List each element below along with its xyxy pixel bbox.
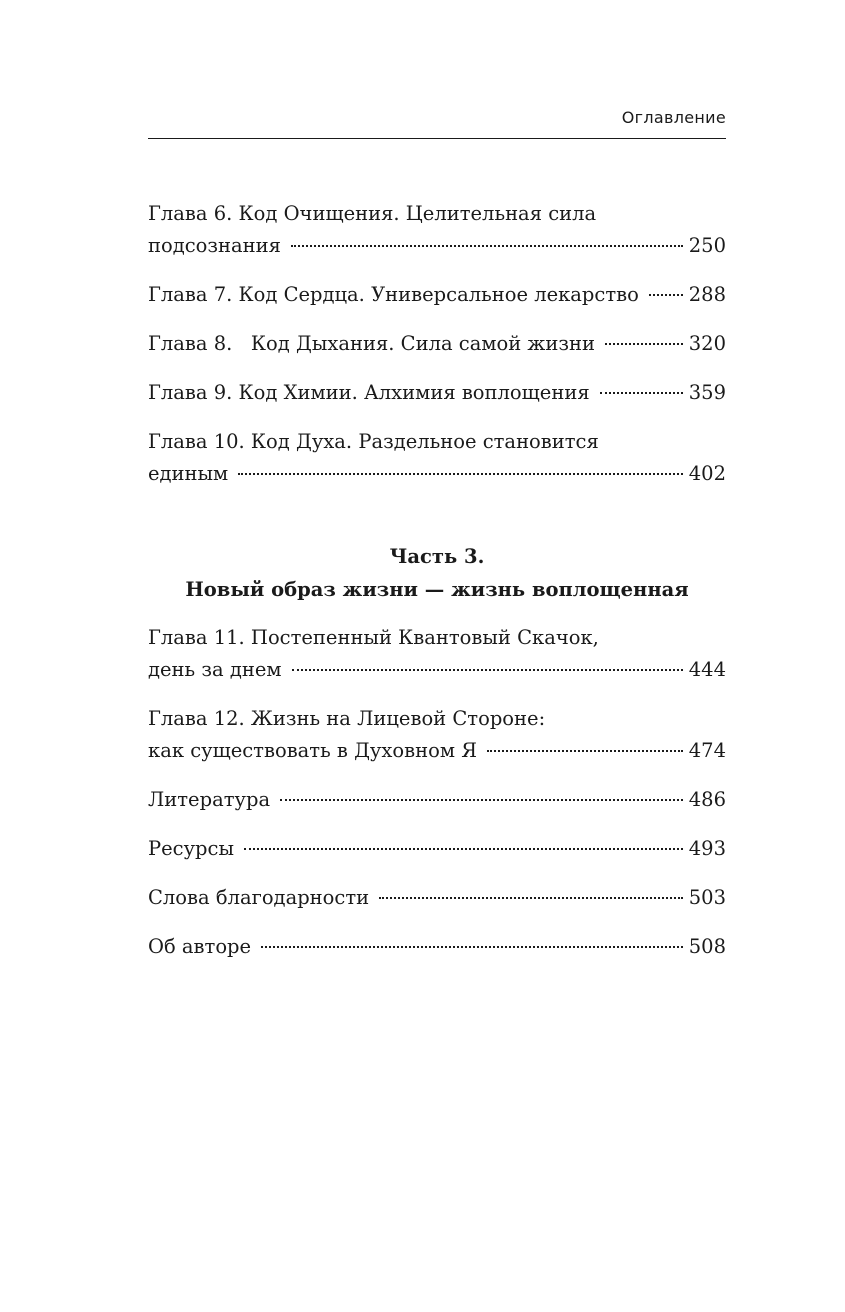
entry-title: Ресурсы [148, 837, 234, 860]
dot-leader [280, 799, 683, 801]
dot-leader [244, 848, 683, 850]
entry-title-line1: Глава 11. Постепенный Квантовый Скачок, [148, 626, 599, 649]
dot-leader [600, 392, 683, 394]
entry-title: единым [148, 462, 229, 485]
page-number: 444 [688, 658, 726, 681]
entry-title: Литература [148, 788, 271, 811]
toc-entry-acknowledgments[interactable] [148, 882, 726, 914]
toc-entry-chapter-7[interactable] [148, 279, 726, 311]
dot-leader [605, 343, 683, 345]
entry-title-line1: Глава 12. Жизнь на Лицевой Стороне: [148, 707, 546, 730]
toc-entry-chapter-11[interactable] [148, 622, 726, 686]
entry-title: день за днем [148, 658, 282, 681]
toc-entry-chapter-12[interactable] [148, 703, 726, 767]
toc-entry-literature[interactable] [148, 784, 726, 816]
toc-entry-chapter-10[interactable] [148, 426, 726, 490]
page-number: 493 [688, 837, 726, 860]
entry-title: как существовать в Духовном Я [148, 739, 477, 762]
toc-entry-resources[interactable] [148, 833, 726, 865]
dot-leader [379, 897, 683, 899]
part-subheading: Новый образ жизни — жизнь воплощенная [185, 578, 689, 601]
page-number: 486 [688, 788, 726, 811]
dot-leader [261, 946, 683, 948]
page-number: 474 [688, 739, 726, 762]
page-number: 288 [688, 283, 726, 306]
table-of-contents [148, 198, 726, 963]
dot-leader [292, 669, 683, 671]
page-number: 320 [688, 332, 726, 355]
toc-entry-about-author[interactable] [148, 931, 726, 963]
dot-leader [291, 245, 683, 247]
page-number: 503 [688, 886, 726, 909]
page-number: 508 [688, 935, 726, 958]
dot-leader [487, 750, 683, 752]
toc-entry-chapter-9[interactable] [148, 377, 726, 409]
header-rule [148, 138, 726, 139]
page-number: 402 [688, 462, 726, 485]
entry-title: Глава 8. Код Дыхания. Сила самой жизни [148, 332, 595, 355]
entry-title-line1: Глава 6. Код Очищения. Целительная сила [148, 202, 597, 225]
entry-title-line1: Глава 10. Код Духа. Раздельное становится [148, 430, 599, 453]
toc-entry-chapter-6[interactable] [148, 198, 726, 262]
dot-leader [238, 473, 683, 475]
entry-title: Глава 7. Код Сердца. Универсальное лекарство [148, 283, 639, 306]
entry-title: Слова благодарности [148, 886, 370, 909]
entry-title: подсознания [148, 234, 281, 257]
entry-title: Об авторе [148, 935, 252, 958]
page-number: 250 [688, 234, 726, 257]
dot-leader [649, 294, 683, 296]
running-header: Оглавление [621, 108, 726, 127]
toc-entry-chapter-8[interactable] [148, 328, 726, 360]
page-number: 359 [688, 381, 726, 404]
part-heading: Часть 3. [389, 545, 485, 568]
entry-title: Глава 9. Код Химии. Алхимия воплощения [148, 381, 590, 404]
